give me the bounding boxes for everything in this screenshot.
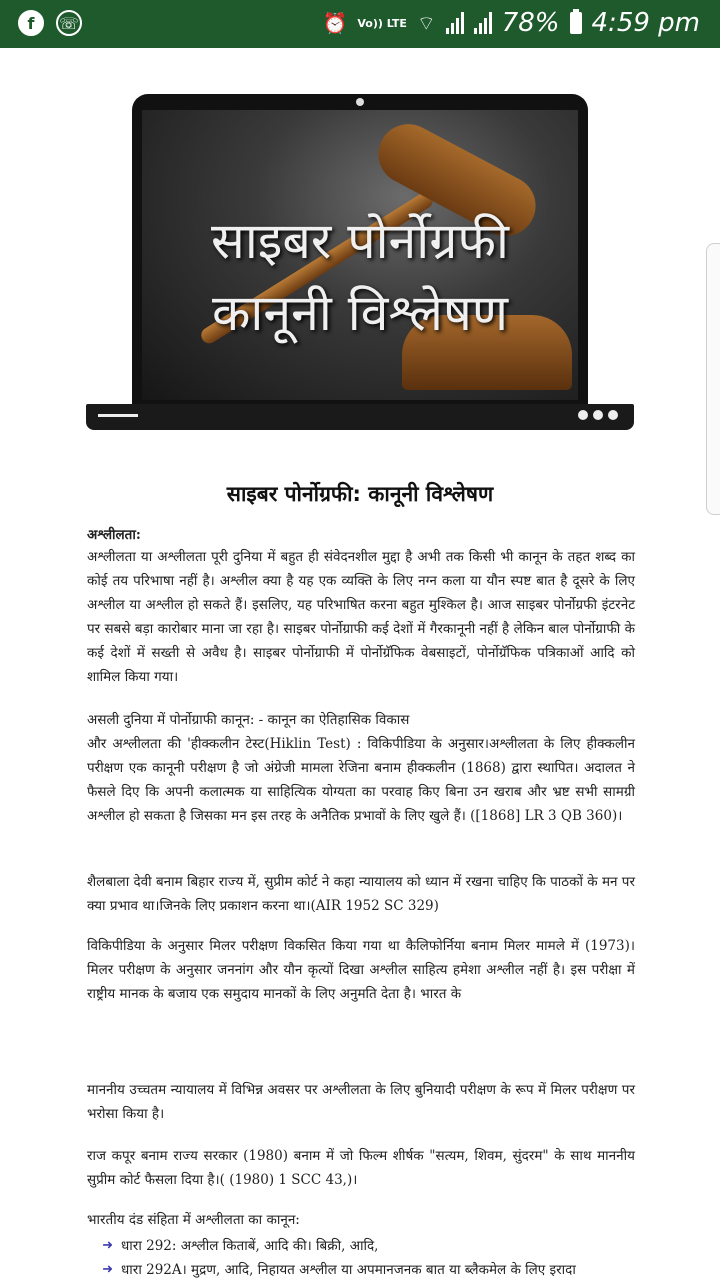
hero-image xyxy=(86,94,634,434)
paragraph-2-heading: असली दुनिया में पोर्नोग्राफी कानून: - कानून का ऐतिहासिक विकास xyxy=(87,712,410,728)
whatsapp-icon: ☏ xyxy=(56,10,82,36)
paragraph-4: विकिपीडिया के अनुसार मिलर परीक्षण विकसित किया गया था कैलिफोर्निया बनाम मिलर मामले में (1973)। मिलर परीक्षण के अनुसार जननांग और यौन कृत्यों दिखा अश्लील साहित्य हमेशा अश्लील नहीं है। इस परीक्षा में राष्ट्रीय मानक के बजाय एक समुदाय मानकों के लिए अनुमति देता है। भारत के xyxy=(87,938,635,1002)
alarm-icon: ⏰ xyxy=(322,11,348,35)
arrow-bullet-icon: ➜ xyxy=(102,1238,113,1253)
hero-title-line2: कानूनी विश्लेषण xyxy=(212,284,508,342)
list-item-text: धारा 292: अश्लील किताबें, आदि की। बिक्री, आदि, xyxy=(121,1238,379,1254)
paragraph-3: शैलबाला देवी बनाम बिहार राज्य में, सुप्रीम कोर्ट ने कहा न्यायालय को ध्यान में रखना चाहिए कि पाठकों के मन पर क्या प्रभाव था।जिनके लिए प्रकाशन करना था।(AIR 1952 SC 329) xyxy=(87,874,635,914)
camera-dot xyxy=(356,98,364,106)
battery-percent: 78% xyxy=(501,8,560,38)
paragraph-2: और अश्लीलता की 'हीक्कलीन टेस्ट(Hiklin Test) : विकिपीडिया के अनुसार।अश्लीलता के लिए हीक्कलीन परीक्षण एक कानूनी परीक्षण है जो अंग्रेजी मामला रेजिना बनाम हीक्कलीन (1868) द्वारा स्थापित। अदालत ने फैसले दिए कि अपनी कलात्मक या साहित्यिक योग्यता का परवाह किए बिना उन खराब और भ्रष्ट सभी सामग्री अश्लील हो सकता है जिसका मन इस तरह के अनैतिक प्रभावों के लिए खुले हैं। ([1868] LR 3 QB 360)। xyxy=(87,736,635,824)
laptop-screen xyxy=(142,110,578,400)
paragraph-6: राज कपूर बनाम राज्य सरकार (1980) बनाम में जो फिल्म शीर्षक "सत्यम, शिवम, सुंदरम" के साथ माननीय सुप्रीम कोर्ट फैसला दिया है।( (1980) 1 SCC 43,)। xyxy=(87,1148,635,1188)
signal-icon-2 xyxy=(474,12,492,34)
laptop-screen-frame xyxy=(132,94,588,404)
facebook-icon: f xyxy=(18,10,44,36)
laptop-base xyxy=(86,404,634,430)
document-title: साइबर पोर्नोग्रफी: कानूनी विश्लेषण xyxy=(226,482,494,506)
clock: 4:59 pm xyxy=(591,8,700,38)
list-item xyxy=(87,1234,635,1258)
document-viewer[interactable] xyxy=(0,48,720,1280)
wifi-icon: ⌔ xyxy=(416,10,436,35)
battery-icon xyxy=(570,12,582,34)
hero-title xyxy=(142,205,578,349)
paragraph-7: भारतीय दंड संहिता में अश्लीलता का कानून: xyxy=(87,1212,300,1228)
arrow-bullet-icon: ➜ xyxy=(102,1262,113,1277)
list-item-text: धारा 292A। मुद्रण, आदि, निहायत अश्लील या अपमानजनक बात या ब्लैकमेल के लिए इरादा xyxy=(121,1262,576,1278)
hero-title-line1: साइबर पोर्नोग्रफी xyxy=(211,212,509,270)
paragraph-5: माननीय उच्चतम न्यायालय में विभिन्न अवसर पर अश्लीलता के लिए बुनियादी परीक्षण के रूप में मिलर परीक्षण पर भरोसा किया है। xyxy=(87,1082,635,1122)
scrollbar-handle[interactable] xyxy=(706,243,720,515)
base-line xyxy=(98,414,138,417)
volte-indicator: Vo)) LTE xyxy=(357,16,407,30)
more-dots-icon xyxy=(578,410,618,420)
heading-obscenity: अश्लीलता: xyxy=(87,527,141,543)
signal-icon xyxy=(446,12,464,34)
paragraph-1: अश्लीलता या अश्लीलता पूरी दुनिया में बहुत ही संवेदनशील मुद्दा है अभी तक किसी भी कानून के तहत शब्द का कोई तय परिभाषा नहीं है। अश्लील क्या है यह एक व्यक्ति के लिए नग्न कला या यौन स्पष्ट बात है दूसरे के लिए अश्लील या अश्लील हो सकते हैं। इसलिए, यह परिभाषित करना बहुत मुश्किल है। आज साइबर पोर्नोग्रफी इंटरनेट पर सबसे बड़ा कारोबार माना जा रहा है। साइबर पोर्नोग्राफी कई देशों में गैरकानूनी नहीं है लेकिन बाल पोर्नोग्राफी के कई देशों में सख्ती से अवैध है। साइबर पोर्नोग्राफी में पोर्नोग्रॅफिक वेबसाइटों, पोर्नोग्रॅफिक पत्रिकाओं आदि को शामिल किया गया। xyxy=(87,549,635,685)
list-item xyxy=(87,1258,635,1280)
status-bar xyxy=(0,0,720,48)
